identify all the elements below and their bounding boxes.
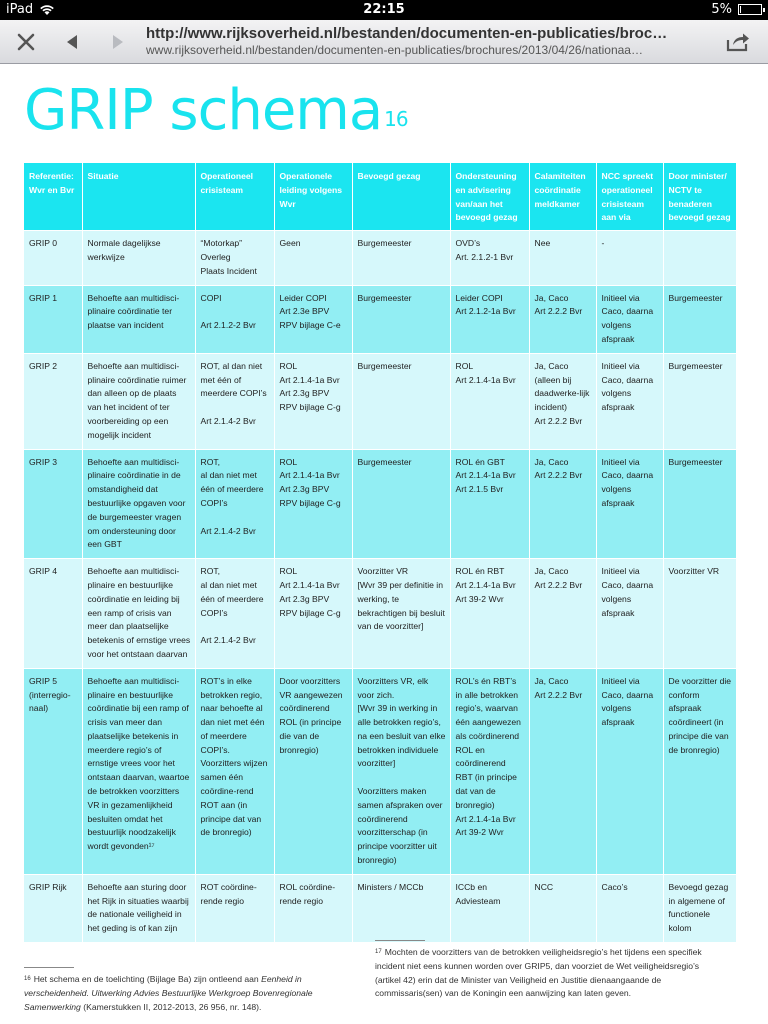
- cell-referentie: GRIP 0: [24, 231, 82, 285]
- cell-calamiteiten: Nee: [529, 231, 596, 285]
- page-title: [24, 77, 408, 145]
- header-operationele-leiding: Operationele leiding volgens Wvr: [274, 163, 352, 231]
- header-ncc: NCC spreekt operationeel crisisteam aan via: [596, 163, 663, 231]
- cell-calamiteiten: Ja, Caco Art 2.2.2 Bvr: [529, 668, 596, 874]
- table-row: [24, 874, 736, 942]
- grip-table: [24, 163, 737, 942]
- cell-referentie: GRIP 2: [24, 353, 82, 449]
- cell-bevoegd-gezag: Voorzitter VR [Wvr 39 per definitie in werking, te bekrachtigen bij besluit van de voorzitter]: [352, 559, 450, 669]
- header-minister-nctv: Door minister/ NCTV te benaderen bevoegd gezag: [663, 163, 736, 231]
- cell-situatie: Behoefte aan multidisci-plinaire coördinatie ruimer dan alleen op de plaats van het incident of ter voorbereiding op een mogelijk incident: [82, 353, 195, 449]
- footnote-divider: [24, 967, 74, 968]
- cell-operationeel-crisisteam: ROT’s in elke betrokken regio, naar behoefte al dan niet met één of meerdere COPI’s. Voorzitters wijzen samen één coördine-rend ROT aan (in principe dat van de bronregio): [195, 668, 274, 874]
- close-icon: [17, 33, 35, 51]
- share-button[interactable]: [720, 20, 756, 64]
- header-operationeel-crisisteam: Operationeel crisisteam: [195, 163, 274, 231]
- browser-toolbar: [0, 20, 768, 64]
- document-page: [0, 65, 768, 1024]
- cell-calamiteiten: Ja, Caco Art 2.2.2 Bvr: [529, 559, 596, 669]
- cell-situatie: Behoefte aan multidisci-plinaire coördinatie in de omstandigheid dat bestuurlijke opgaven voor de burgemeester vragen om ondersteuning door een GBT: [82, 449, 195, 559]
- cell-situatie: Behoefte aan multidisci-plinaire en bestuurlijke coördinatie en leiding bij een ramp of crisis van meer dan plaatselijke betekenis of ernstige vrees voor het ontstaan daarvan: [82, 559, 195, 669]
- cell-bevoegd-gezag: Voorzitters VR, elk voor zich. [Wvr 39 in werking in alle betrokken regio’s, na een besluit van elke betrokken individuele voorzitter] Voorzitters maken samen afspraken over coördinerend voorzitterschap (in principe voorzitter uit bronregio): [352, 668, 450, 874]
- table-row: [24, 285, 736, 353]
- cell-situatie: Behoefte aan sturing door het Rijk in situaties waarbij de nationale veiligheid in het geding is of kan zijn: [82, 874, 195, 942]
- cell-operationeel-crisisteam: ROT, al dan niet met één of meerdere COPI’s Art 2.1.4-2 Bvr: [195, 353, 274, 449]
- cell-minister-nctv: Burgemeester: [663, 285, 736, 353]
- cell-operationeel-crisisteam: ROT, al dan niet met één of meerdere COPI’s Art 2.1.4-2 Bvr: [195, 559, 274, 669]
- cell-minister-nctv: Burgemeester: [663, 353, 736, 449]
- device-name: iPad: [6, 2, 34, 17]
- cell-referentie: GRIP Rijk: [24, 874, 82, 942]
- cell-minister-nctv: Voorzitter VR: [663, 559, 736, 669]
- cell-ncc: Initieel via Caco, daarna volgens afspraak: [596, 559, 663, 669]
- forward-button[interactable]: [100, 20, 136, 64]
- close-button[interactable]: [8, 20, 44, 64]
- address-bar[interactable]: [146, 25, 676, 57]
- cell-operationeel-crisisteam: ROT, al dan niet met één of meerdere COPI’s Art 2.1.4-2 Bvr: [195, 449, 274, 559]
- cell-operationeel-crisisteam: ROT coördine-rende regio: [195, 874, 274, 942]
- battery-icon: [738, 4, 762, 15]
- title-footnote-ref: 16: [384, 107, 408, 131]
- cell-bevoegd-gezag: Burgemeester: [352, 285, 450, 353]
- table-row: [24, 353, 736, 449]
- cell-operationele-leiding: ROL Art 2.1.4-1a Bvr Art 2.3g BPV RPV bijlage C-g: [274, 449, 352, 559]
- cell-ncc: Caco’s: [596, 874, 663, 942]
- cell-operationele-leiding: Geen: [274, 231, 352, 285]
- cell-minister-nctv: Bevoegd gezag in algemene of functionele kolom: [663, 874, 736, 942]
- share-icon: [725, 32, 751, 52]
- cell-bevoegd-gezag: Ministers / MCCb: [352, 874, 450, 942]
- status-right: [711, 2, 762, 17]
- header-bevoegd-gezag: Bevoegd gezag: [352, 163, 450, 231]
- table-header-row: [24, 163, 736, 231]
- cell-ncc: -: [596, 231, 663, 285]
- cell-situatie: Normale dagelijkse werkwijze: [82, 231, 195, 285]
- cell-situatie: Behoefte aan multidisci-plinaire en bestuurlijke coördinatie bij een ramp of crisis van meer dan plaatselijke betekenis in meerdere regio’s of ernstige vrees voor het ontstaan daarvan, waartoe de betrokken voorzitters VR in gezamenlijkheid besluiten omdat het bestuurlijk noodzakelijk wordt gevonden¹⁷: [82, 668, 195, 874]
- cell-bevoegd-gezag: Burgemeester: [352, 231, 450, 285]
- back-arrow-icon: [64, 33, 80, 51]
- cell-referentie: GRIP 5 (interregio-naal): [24, 668, 82, 874]
- battery-fill: [740, 6, 741, 13]
- cell-operationele-leiding: ROL coördine-rende regio: [274, 874, 352, 942]
- cell-referentie: GRIP 4: [24, 559, 82, 669]
- footnote-16-text: Het schema en de toelichting (Bijlage Ba) zijn ontleend aan: [33, 974, 262, 984]
- cell-operationele-leiding: Door voorzitters VR aangewezen coördinerend ROL (in principe die van de bronregio): [274, 668, 352, 874]
- cell-minister-nctv: [663, 231, 736, 285]
- url-main: http://www.rijksoverheid.nl/bestanden/documenten-en-publicaties/broch…: [146, 25, 676, 42]
- footnote-divider: [375, 940, 425, 941]
- cell-bevoegd-gezag: Burgemeester: [352, 353, 450, 449]
- footnote-17: [375, 940, 705, 1001]
- cell-ncc: Initieel via Caco, daarna volgens afspraak: [596, 668, 663, 874]
- cell-minister-nctv: Burgemeester: [663, 449, 736, 559]
- status-bar: [0, 0, 768, 20]
- cell-ondersteuning: ROL Art 2.1.4-1a Bvr: [450, 353, 529, 449]
- cell-calamiteiten: NCC: [529, 874, 596, 942]
- footnote-16-source-title: Eenheid in verscheidenheid. Uitwerking Advies Bestuurlijke Werkgroep Bovenregionale Samenwerking: [24, 974, 313, 1012]
- cell-ondersteuning: OVD’s Art. 2.1.2-1 Bvr: [450, 231, 529, 285]
- header-referentie: Referentie: Wvr en Bvr: [24, 163, 82, 231]
- cell-operationeel-crisisteam: “Motorkap” Overleg Plaats Incident: [195, 231, 274, 285]
- cell-ondersteuning: ROL én RBT Art 2.1.4-1a Bvr Art 39-2 Wvr: [450, 559, 529, 669]
- forward-arrow-icon: [110, 33, 126, 51]
- cell-calamiteiten: Ja, Caco (alleen bij daadwerke-lijk incident) Art 2.2.2 Bvr: [529, 353, 596, 449]
- cell-referentie: GRIP 3: [24, 449, 82, 559]
- title-text: GRIP schema: [24, 78, 383, 143]
- footnote-16: [24, 967, 354, 1014]
- cell-operationele-leiding: Leider COPI Art 2.3e BPV RPV bijlage C-e: [274, 285, 352, 353]
- cell-minister-nctv: De voorzitter die conform afspraak coördineert (in principe die van de bronregio): [663, 668, 736, 874]
- cell-operationele-leiding: ROL Art 2.1.4-1a Bvr Art 2.3g BPV RPV bijlage C-g: [274, 353, 352, 449]
- header-situatie: Situatie: [82, 163, 195, 231]
- back-button[interactable]: [54, 20, 90, 64]
- cell-ondersteuning: Leider COPI Art 2.1.2-1a Bvr: [450, 285, 529, 353]
- url-sub: www.rijksoverheid.nl/bestanden/documenten-en-publicaties/brochures/2013/04/26/nationaa…: [146, 43, 643, 57]
- clock: 22:15: [363, 2, 405, 17]
- cell-situatie: Behoefte aan multidisci-plinaire coördinatie ter plaatse van incident: [82, 285, 195, 353]
- table-body: [24, 231, 736, 942]
- header-ondersteuning: Ondersteuning en advisering van/aan het bevoegd gezag: [450, 163, 529, 231]
- table-row: [24, 231, 736, 285]
- cell-bevoegd-gezag: Burgemeester: [352, 449, 450, 559]
- cell-calamiteiten: Ja, Caco Art 2.2.2 Bvr: [529, 285, 596, 353]
- cell-ondersteuning: ROL’s én RBT’s in alle betrokken regio’s, waarvan één aangewezen als coördinerend ROL en coördinerend RBT (in principe dat van de bronregio) Art 2.1.4-1a Bvr Art 39-2 Wvr: [450, 668, 529, 874]
- table-row: [24, 449, 736, 559]
- cell-ncc: Initieel via Caco, daarna volgens afspraak: [596, 353, 663, 449]
- footnote-17-number: 17: [375, 949, 382, 955]
- battery-percent: 5%: [711, 2, 732, 17]
- cell-referentie: GRIP 1: [24, 285, 82, 353]
- footnote-17-text: Mochten de voorzitters van de betrokken veiligheidsregio’s het tijdens een specifiek incident niet eens kunnen worden over GRIP5, dan voorziet de Wet veiligheidsregio’s (artikel 42) erin dat de Minister van Veiligheid en Justitie dienaangaande de commissaris(sen) van de Koningin een aanwijzing kan laten geven.: [375, 947, 702, 999]
- cell-operationele-leiding: ROL Art 2.1.4-1a Bvr Art 2.3g BPV RPV bijlage C-g: [274, 559, 352, 669]
- footnote-16-reference: (Kamerstukken II, 2012-2013, 26 956, nr. 148).: [80, 1001, 262, 1012]
- cell-ncc: Initieel via Caco, daarna volgens afspraak: [596, 285, 663, 353]
- table-row: [24, 559, 736, 669]
- header-calamiteiten: Calamiteiten coördinatie meldkamer: [529, 163, 596, 231]
- cell-calamiteiten: Ja, Caco Art 2.2.2 Bvr: [529, 449, 596, 559]
- cell-ncc: Initieel via Caco, daarna volgens afspraak: [596, 449, 663, 559]
- cell-ondersteuning: ICCb en Adviesteam: [450, 874, 529, 942]
- cell-ondersteuning: ROL én GBT Art 2.1.4-1a Bvr Art 2.1.5 Bvr: [450, 449, 529, 559]
- cell-operationeel-crisisteam: COPI Art 2.1.2-2 Bvr: [195, 285, 274, 353]
- footnote-16-number: 16: [24, 976, 31, 982]
- table-row: [24, 668, 736, 874]
